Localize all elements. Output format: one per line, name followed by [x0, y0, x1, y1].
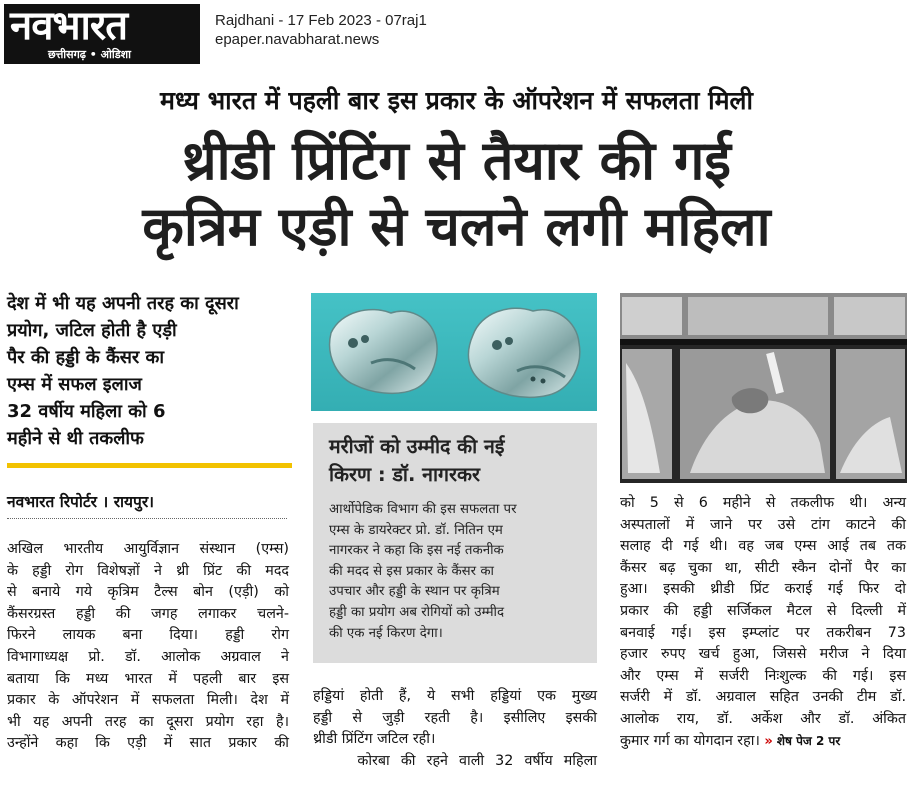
implant-photo [311, 293, 597, 411]
sidebar-line: की मदद से इस प्रकार के कैंसर का [329, 563, 494, 579]
deck-line: प्रयोग, जटिल होती है एड़ी [7, 320, 177, 341]
logo-regions: छत्तीसगढ़ • ओडिशा [48, 48, 131, 61]
body-line: बनवाई गई। इस इम्प्लांट पर तकरीबन 73 [620, 624, 906, 641]
continued-link[interactable]: शेष पेज 2 पर [776, 733, 841, 748]
sidebar-line: उपचार और हड्डी के स्थान पर कृत्रिम [329, 584, 500, 600]
deck-line: 32 वर्षीय महिला को 6 [7, 401, 166, 422]
body-line: कुमार गर्ग का योगदान रहा। [620, 732, 760, 749]
sidebar-title-line: किरण : डॉ. नागरकर [329, 463, 480, 486]
body-line: भी यह अपनी तरह का दूसरा प्रयोग रहा है। [7, 713, 289, 730]
body-line: हड्डी से जुड़ी रहती है। इसीलिए इसकी [313, 709, 597, 726]
epaper-url: epaper.navabharat.news [215, 31, 380, 48]
left-body-column [7, 539, 289, 755]
body-line: हुआ। इसकी थ्रीडी प्रिंट कराई गई फिर दो [620, 581, 906, 598]
body-line: से बनाये गये कृत्रिम टैल्स बोन (एड़ी) को [7, 584, 289, 601]
body-line: प्रकार के ऑपरेशन में सफलता मिली। देश में [7, 692, 289, 709]
kicker-headline: मध्य भारत में पहली बार इस प्रकार के ऑपरेशन में सफलता मिली [160, 86, 753, 115]
sidebar-title [329, 433, 589, 489]
body-line: के हड्डी रोग विशेषज्ञों ने थ्री प्रिंट की मदद [7, 562, 289, 579]
implant-right [468, 308, 579, 397]
sidebar-line: हड्डी का प्रयोग अब रोगियों को उम्मीद [329, 604, 505, 620]
implant-illustration [311, 293, 597, 411]
logo-wordmark: नवभारत [10, 2, 128, 49]
continued-arrows-icon: » [764, 733, 773, 749]
sidebar-body [329, 500, 589, 644]
body-line: को 5 से 6 महीने से तकलीफ थी। अन्य [620, 495, 906, 511]
body-line: कैंसरग्रस्त हड्डी की जगह लगाकर चलने- [7, 605, 289, 622]
accent-rule [7, 463, 292, 468]
body-line: सर्जरी में डॉ. अग्रवाल सहित उनकी टीम डॉ. [620, 689, 906, 706]
body-line: विभागाध्यक्ष प्रो. डॉ. आलोक अग्रवाल ने [7, 648, 289, 665]
headline-line: थ्रीडी प्रिंटिंग से तैयार की गई [182, 129, 731, 192]
newspaper-logo [4, 4, 200, 64]
article-deck [7, 290, 292, 452]
body-line: आलोक राय, डॉ. अर्केश और डॉ. अंकित [620, 710, 906, 727]
body-line: बताया कि मध्य भारत में पहली बार इस [7, 670, 289, 687]
edition-info: Rajdhani - 17 Feb 2023 - 07raj1 [215, 12, 427, 29]
body-line: थ्रीडी प्रिंटिंग जटिल रही। [313, 731, 436, 748]
body-line: अस्पतालों में जाने पर उसे टांग काटने की [620, 516, 906, 533]
sidebar-line: आर्थोपेडिक विभाग की इस सफलता पर [329, 502, 517, 517]
body-line: और एम्स में सर्जरी निःशुल्क की गई। इस [620, 667, 906, 684]
body-line: अखिल भारतीय आयुर्विज्ञान संस्थान (एम्स) [7, 541, 289, 557]
mri-illustration [620, 293, 907, 483]
deck-line: देश में भी यह अपनी तरह का दूसरा [7, 293, 239, 314]
sidebar-line: एम्स के डायरेक्टर प्रो. डॉ. नितिन एम [329, 522, 503, 538]
body-line: कोरबा की रहने वाली 32 वर्षीय महिला [313, 752, 597, 769]
deck-line: पैर की हड्डी के कैंसर का [7, 347, 165, 368]
mri-scan-photo [620, 293, 907, 483]
deck-line: एम्स में सफल इलाज [7, 374, 142, 395]
body-line: उन्होंने कहा कि एड़ी में सात प्रकार की [7, 735, 289, 752]
body-line: हड्डियां होती हैं, ये सभी हड्डियां एक मुख्य [313, 688, 597, 704]
middle-body-column [313, 686, 597, 772]
right-body-column [620, 493, 906, 752]
body-line: प्रकार की हड्डी सर्जिकल मैटल से दिल्ली में [620, 602, 906, 619]
sidebar-line: की एक नई किरण देगा। [329, 625, 443, 641]
main-headline [0, 128, 913, 260]
body-line: फिरने लायक बना दिया। हड्डी रोग [7, 627, 289, 644]
dotted-divider [7, 518, 287, 519]
sidebar-box [313, 423, 597, 663]
byline: नवभारत रिपोर्टर । रायपुर। [7, 493, 155, 511]
body-line: हजार रुपए खर्च हुआ, जिससे मरीज ने दिया [620, 646, 906, 663]
headline-line: कृत्रिम एड़ी से चलने लगी महिला [142, 195, 771, 258]
sidebar-title-line: मरीजों को उम्मीद की नई [329, 435, 505, 458]
body-line: सलाह दी गई थी। वह जब एम्स आई तब तक [620, 538, 906, 555]
body-line: कैंसर बढ़ चुका था, सीटी स्कैन दोनों पैर का [620, 559, 906, 576]
deck-line: महीने से थी तकलीफ [7, 428, 144, 449]
sidebar-line: नागरकर ने कहा कि इस नई तकनीक [329, 543, 504, 559]
implant-left [330, 310, 437, 394]
body-line-final [620, 731, 906, 753]
